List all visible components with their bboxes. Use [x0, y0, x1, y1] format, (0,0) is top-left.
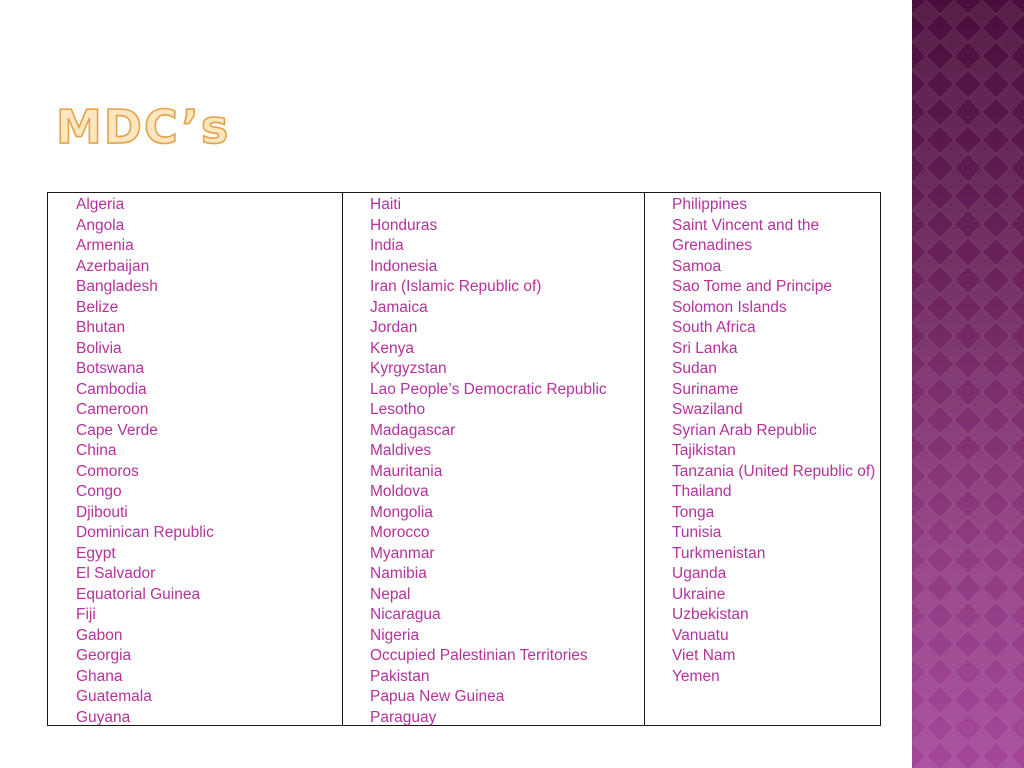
decorative-side-band [912, 0, 1024, 768]
country-item: Moldova [370, 483, 429, 500]
country-item: Cape Verde [76, 421, 158, 439]
country-item: Mauritania [370, 462, 443, 480]
country-item: Saint Vincent and the Grenadines [672, 216, 820, 254]
country-item: Suriname [672, 380, 739, 398]
country-item: Equatorial Guinea [76, 585, 201, 603]
country-item: Guyana [76, 708, 131, 726]
country-item: Lao People’s Democratic Republic [370, 380, 607, 398]
country-item: Nepal [370, 585, 411, 603]
country-item: Dominican Republic [76, 524, 214, 541]
country-item: Tonga [672, 503, 715, 521]
country-item: Turkmenistan [672, 544, 766, 562]
country-item: Viet Nam [672, 647, 736, 664]
country-item: Guatemala [76, 688, 152, 705]
country-item: Uganda [672, 565, 727, 582]
country-item: South Africa [672, 319, 756, 336]
country-item: Yemen [672, 667, 720, 685]
country-item: Syrian Arab Republic [672, 421, 817, 439]
country-list-1 [48, 193, 342, 728]
country-item: Pakistan [370, 667, 430, 685]
country-item: Indonesia [370, 257, 438, 275]
table-column-2 [343, 193, 645, 725]
country-item: Nicaragua [370, 606, 441, 623]
country-item: Algeria [76, 196, 125, 213]
table-column-3 [645, 193, 882, 725]
country-item: Djibouti [76, 503, 128, 521]
country-item: Iran (Islamic Republic of) [370, 278, 542, 295]
country-item: Sao Tome and Principe [672, 278, 832, 295]
country-item: Madagascar [370, 421, 456, 439]
country-item: Tanzania (United Republic of) [672, 462, 876, 480]
country-item: Honduras [370, 216, 438, 234]
country-item: Papua New Guinea [370, 688, 505, 705]
country-item: Swaziland [672, 401, 743, 418]
country-item: Solomon Islands [672, 298, 787, 316]
countries-table [47, 192, 881, 726]
country-item: Lesotho [370, 401, 426, 418]
country-list-3 [645, 193, 882, 687]
country-item: Namibia [370, 565, 427, 582]
country-item: Botswana [76, 360, 145, 377]
country-item: Azerbaijan [76, 257, 150, 275]
country-item: Philippines [672, 196, 747, 213]
country-item: Ukraine [672, 585, 726, 603]
country-item: Armenia [76, 237, 134, 254]
country-item: India [370, 237, 404, 254]
country-item: Uzbekistan [672, 606, 749, 623]
country-item: Samoa [672, 257, 722, 275]
country-item: Comoros [76, 462, 139, 480]
table-column-1 [48, 193, 343, 725]
country-item: Nigeria [370, 626, 420, 644]
country-item: Bhutan [76, 319, 126, 336]
slide-title: MDC’s [56, 100, 231, 154]
country-item: Cambodia [76, 380, 147, 398]
country-item: Fiji [76, 606, 96, 623]
country-item: Cameroon [76, 401, 149, 418]
diamond-pattern [912, 0, 1024, 768]
country-item: El Salvador [76, 565, 156, 582]
country-item: Ghana [76, 667, 123, 685]
country-item: Jordan [370, 319, 418, 336]
country-item: Gabon [76, 626, 123, 644]
country-item: Morocco [370, 524, 430, 541]
country-item: Maldives [370, 442, 432, 459]
country-item: Kenya [370, 339, 414, 357]
country-item: Bolivia [76, 339, 122, 357]
country-item: Thailand [672, 483, 732, 500]
country-item: Egypt [76, 544, 116, 562]
country-item: Mongolia [370, 503, 433, 521]
country-item: Occupied Palestinian Territories [370, 647, 588, 664]
country-item: China [76, 442, 117, 459]
country-item: Paraguay [370, 708, 437, 726]
country-item: Vanuatu [672, 626, 729, 644]
country-item: Sudan [672, 360, 717, 377]
country-item: Sri Lanka [672, 339, 738, 357]
country-item: Haiti [370, 196, 402, 213]
country-list-2 [343, 193, 644, 728]
country-item: Tajikistan [672, 442, 736, 459]
country-item: Angola [76, 216, 125, 234]
country-item: Congo [76, 483, 122, 500]
country-item: Bangladesh [76, 278, 158, 295]
country-item: Myanmar [370, 544, 435, 562]
country-item: Tunisia [672, 524, 722, 541]
country-item: Kyrgyzstan [370, 360, 447, 377]
country-item: Belize [76, 298, 119, 316]
country-item: Jamaica [370, 298, 428, 316]
country-item: Georgia [76, 647, 132, 664]
